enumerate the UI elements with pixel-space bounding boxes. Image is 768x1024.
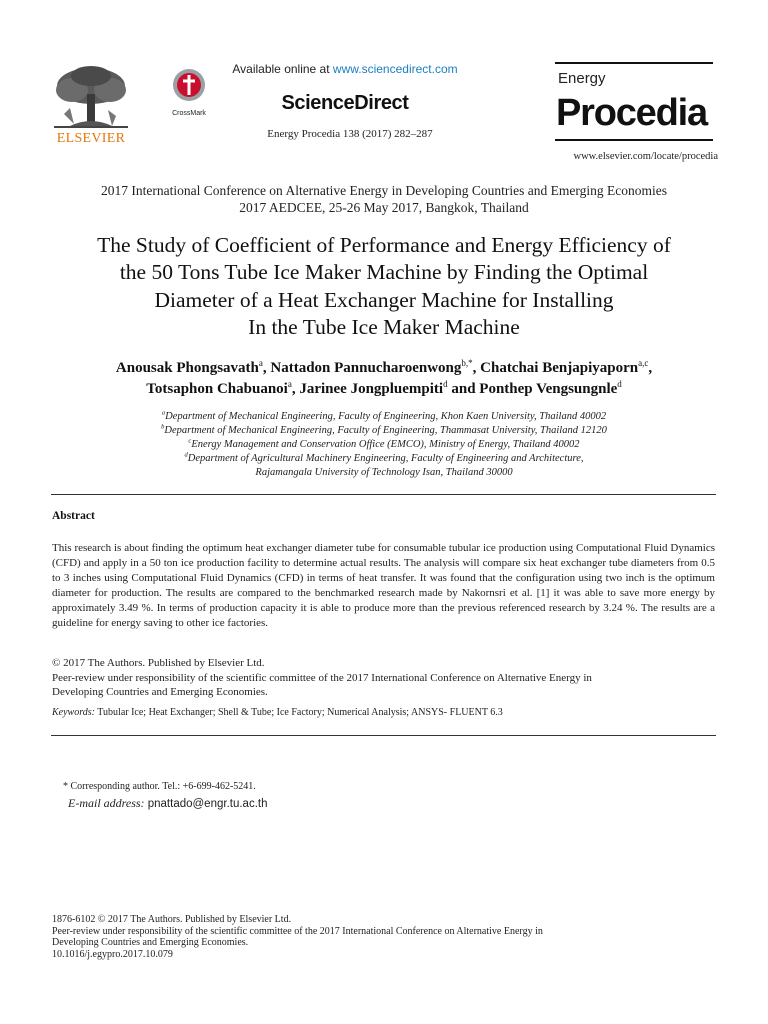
title-line: The Study of Coefficient of Performance and Energy Efficiency of — [97, 233, 671, 257]
author-affil-marker: d — [617, 379, 622, 389]
author-name: Ponthep Vengsungnle — [479, 381, 618, 397]
author-name: Totsaphon Chabuanoi — [146, 381, 288, 397]
keywords — [52, 707, 715, 718]
abstract-body: This research is about finding the optimum heat exchanger diameter tube for consumable tubular ice production using Computational Fluid Dynamics (CFD) and apply in a 50 ton ice production facility to determine actual results. The analysis will compare six heat exchanger tube diameters from 0.5 to 3 inches using Computational Fluid Dynamics (CFD) in terms of heat transfer. It was found that the configuration using two inch is the optimum diameter for production. The results are compared to the benchmarked research made by Nakornsri et al. [1] it was able to save more energy by approximately 3.49 %. In terms of production capacity it is able to produce more than the previous referenced research by 3.24 %. The results are a guideline for energy saving to other ice factories. — [52, 542, 715, 630]
copyright-line: © 2017 The Authors. Published by Elsevier Ltd. — [52, 657, 265, 669]
author-line: Totsaphon Chabuanoi$^a$, Jarinee Jongpluempiti$^d$ and Ponthep Vengsungnle$^d$ — [146, 379, 622, 397]
author-name: Jarinee Jongpluempiti — [299, 381, 444, 397]
title-line: the 50 Tons Tube Ice Maker Machine by Finding the Optimal — [119, 260, 649, 285]
journal-citation: Energy Procedia 138 (2017) 282–287 — [267, 128, 433, 140]
conference-info — [40, 182, 728, 216]
affiliation-item: $^d$Department of Agricultural Machinery Engineering, Faculty of Engineering and Architecture, — [184, 451, 584, 464]
available-prefix: Available online at — [232, 62, 333, 76]
email-link[interactable]: pnattado@engr.tu.ac.th — [144, 798, 268, 810]
author-affil-marker: b,* — [461, 358, 473, 368]
journal-rule-top — [555, 62, 713, 64]
author-affil-marker: a — [287, 379, 292, 389]
journal-rule-bottom — [555, 139, 713, 141]
corresponding-author: * Corresponding author. Tel.: +6-699-462-5241. — [63, 781, 256, 792]
available-online — [200, 62, 490, 76]
author-line: Anousak Phongsavath$^a$, Nattadon Pannucharoenwong$^{b,*}$, Chatchai Benjapiyaporn$^{a,c}$, — [115, 358, 653, 376]
author-name: Chatchai Benjapiyaporn — [480, 360, 639, 376]
email-address — [68, 796, 267, 811]
doi-line[interactable]: 10.1016/j.egypro.2017.10.079 — [52, 948, 173, 960]
author-list — [40, 358, 728, 400]
affiliation-item: Rajamangala University of Technology Isan, Thailand 30000 — [255, 467, 513, 478]
crossmark-label: CrossMark — [172, 110, 206, 117]
abstract-heading: Abstract — [52, 510, 95, 522]
conference-line: 2017 AEDCEE, 25-26 May 2017, Bangkok, Thailand — [239, 200, 529, 215]
affiliation-item: $^b$Department of Mechanical Engineering, Faculty of Engineering, Thammasat University, Thailand 12120 — [161, 423, 607, 436]
affiliation-list — [60, 410, 708, 480]
peer-review-line: Peer-review under responsibility of the scientific committee of the 2017 International Conference on Alternative Energy in — [52, 925, 543, 937]
divider-bottom — [51, 735, 716, 736]
keywords-list: Tubular Ice; Heat Exchanger; Shell & Tube; Ice Factory; Numerical Analysis; ANSYS- FLUENT 6.3 — [94, 707, 503, 718]
author-affil-marker: a — [258, 358, 263, 368]
email-label: E-mail address: — [68, 796, 145, 810]
affiliation-item: $^a$Department of Mechanical Engineering, Faculty of Engineering, Khon Kaen University, Thailand 40002 — [161, 409, 607, 422]
author-name: Nattadon Pannucharoenwong — [270, 360, 462, 376]
peer-review-line: Developing Countries and Emerging Economies. — [52, 937, 249, 948]
journal-name-procedia: Procedia — [556, 92, 707, 134]
copyright-line: Developing Countries and Emerging Economies. — [52, 686, 268, 698]
affiliation-item: $^c$Energy Management and Conservation Office (EMCO), Ministry of Energy, Thailand 40002 — [188, 437, 580, 450]
journal-name-energy: Energy — [558, 70, 606, 87]
sciencedirect-link[interactable]: www.sciencedirect.com — [332, 62, 458, 76]
issn-line: 1876-6102 © 2017 The Authors. Published by Elsevier Ltd. — [52, 914, 292, 925]
author-affil-marker: d — [443, 379, 448, 389]
conference-line: 2017 International Conference on Alternative Energy in Developing Countries and Emerging Economies — [101, 183, 667, 198]
title-line: Diameter of a Heat Exchanger Machine for Installing — [154, 287, 614, 312]
author-name: Anousak Phongsavath — [115, 360, 259, 376]
copyright-line: Peer-review under responsibility of the scientific committee of the 2017 International Conference on Alternative Energy in — [52, 671, 592, 684]
bottom-notice — [52, 914, 715, 960]
platform-title: ScienceDirect — [281, 92, 409, 114]
divider-top — [51, 494, 716, 495]
title-line: In the Tube Ice Maker Machine — [248, 314, 520, 339]
paper-title — [40, 232, 728, 341]
author-affil-marker: a,c — [638, 358, 649, 368]
journal-url[interactable]: www.elsevier.com/locate/procedia — [573, 151, 718, 162]
elsevier-wordmark: ELSEVIER — [56, 131, 126, 146]
keywords-label: Keywords: — [52, 707, 95, 718]
copyright-notice — [52, 656, 715, 700]
